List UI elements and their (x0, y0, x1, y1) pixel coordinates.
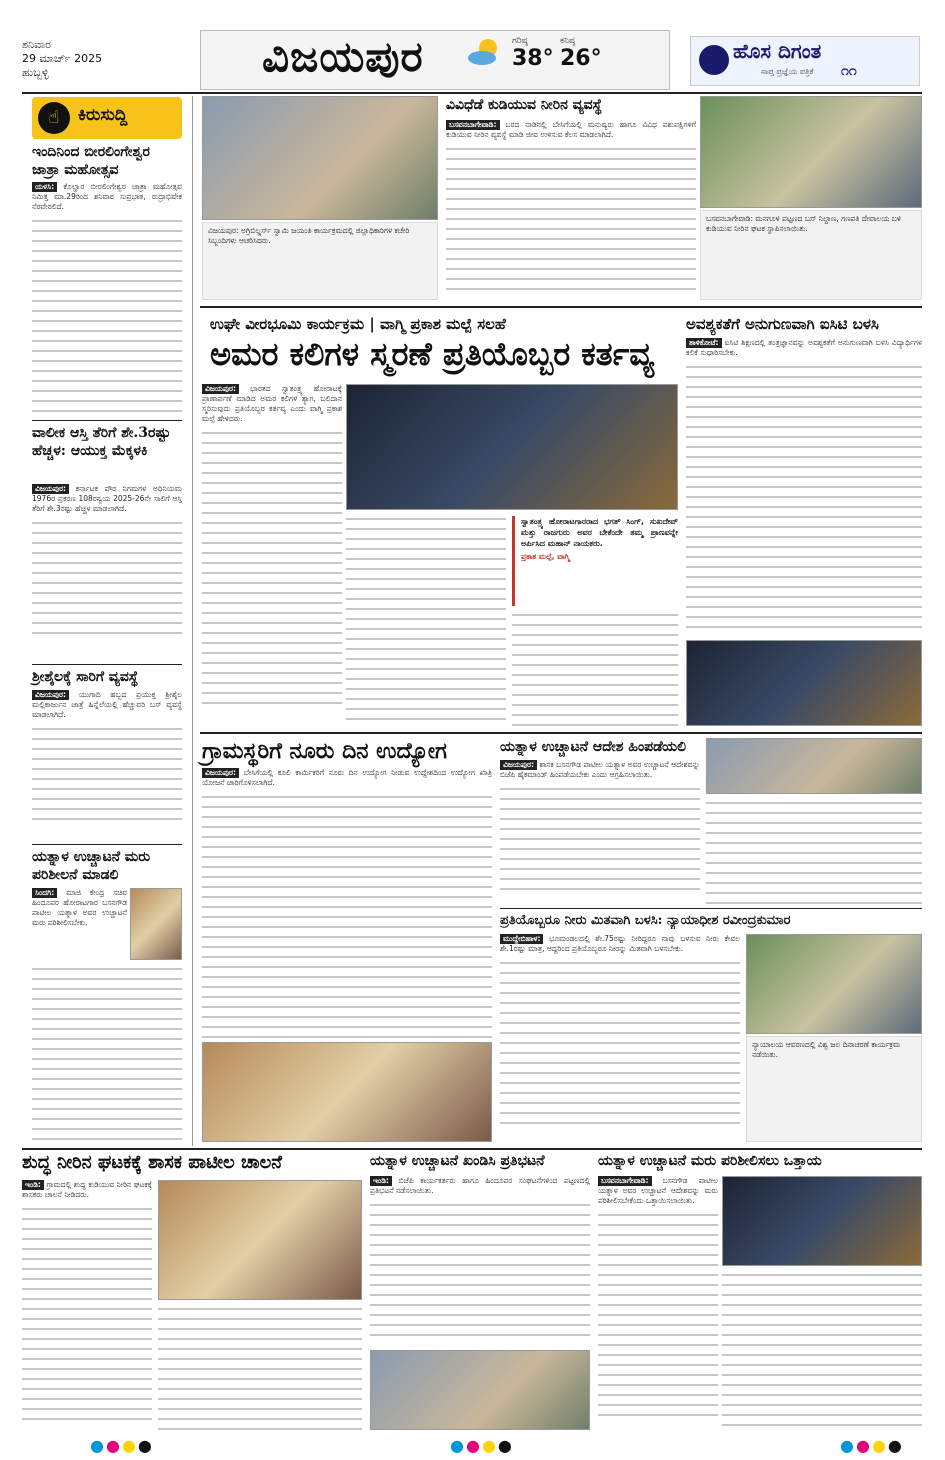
lead-quote-text: ಸ್ವಾತಂತ್ರ್ಯ ಹೋರಾಟಗಾರರಾದ ಭಗತ್ ಸಿಂಗ್, ಸುಖದೇವ್ ಮತ್ತು ರಾಜಗುರು ಅವರ ಬೇಕೆಂದೇ ತಮ್ಮ ಪ್ರಾಣವನ್ನೇ ಅರ್ಪಿಸಿದ ಮಹಾನ್ ನಾಯಕರು. (521, 517, 678, 548)
bottom1-text: ಗ್ರಾಮದಲ್ಲಿ ಶುದ್ಧ ಕುಡಿಯುವ ನೀರಿನ ಘಟಕಕ್ಕೆ ಶಾಸಕರು ಚಾಲನೆ ನೀಡಿದರು. (22, 1180, 152, 1199)
temp-max (512, 36, 554, 71)
brand-tagline: ಸಾಪ್ತ ಪ್ರಜ್ಞೆಯ ಪತ್ರಿಕೆ (761, 67, 814, 76)
temp-max-label: ಗರಿಷ್ಠ (512, 36, 528, 46)
kirusuddi-banner (32, 97, 182, 139)
yatnal1-headline: ಯತ್ನಾಳ ಉಚ್ಚಾಟನೆ ಆದೇಶ ಹಿಂಪಡೆಯಲಿ (500, 739, 687, 755)
lead-dateline: ವಿಜಯಪುರ: (202, 384, 239, 394)
rural-text: ಬೇಸಿಗೆಯಲ್ಲಿ ಕೂಲಿ ಕಾರ್ಮಿಕರಿಗೆ ನೂರು ದಿನ ಉದ್ಯೋಗ ನೀಡುವ ಉದ್ದೇಶದಿಂದ ಉದ್ಯೋಗ ಖಾತ್ರಿ ಯೋಜನೆ ಜಾರಿಗೊಳಿಸಲಾಗಿದೆ. (202, 768, 492, 787)
brief-2-body (32, 484, 182, 659)
bottom2-text: ಬಿಜೆಪಿ ಕಾರ್ಯಕರ್ತರು ಹಾಗೂ ಹಿಂದೂಪರ ಸಂಘಟನೆಗಳಿಂದ ಪಟ್ಟಣದಲ್ಲಿ ಪ್ರತಿಭಟನೆ ನಡೆಸಲಾಯಿತು. (370, 1176, 590, 1195)
header-city: ಹುಬ್ಬಳ್ಳಿ (22, 66, 49, 79)
brand-logo (699, 45, 729, 75)
header-rule (22, 92, 922, 94)
bottom1-photo (158, 1180, 362, 1300)
brief-3-text: ಯುಗಾದಿ ಹಬ್ಬದ ಪ್ರಯುಕ್ತ ಶ್ರೀಶೈಲ ಮಲ್ಲಿಕಾರ್ಜುನ ಜಾತ್ರೆ ಹಿನ್ನೆಲೆಯಲ್ಲಿ ಹೆಚ್ಚುವರಿ ಬಸ್ ವ್ಯವಸ್ಥೆ ಮಾಡಲಾಗಿದೆ. (32, 690, 182, 719)
section-rule (22, 1148, 922, 1150)
bottom2-continued (370, 1200, 590, 1340)
ict-photo (686, 640, 922, 726)
brief-1-continued (32, 216, 182, 414)
temp-min-value: 26° (560, 46, 602, 71)
ict-headline: ಅವಶ್ಯಕತೆಗೆ ಅನುಗುಣವಾಗಿ ಐಸಿಟಿ ಬಳಸಿ (686, 315, 879, 333)
yatnal1-col2 (706, 798, 922, 905)
brief-4-dateline: ಸಿಂದಗಿ: (32, 888, 57, 898)
header-dateline (22, 38, 182, 80)
brief-3-dateline: ವಿಜಯಪುರ: (32, 690, 69, 700)
water-headline: ವಿವಿಧೆಡೆ ಕುಡಿಯುವ ನೀರಿನ ವ್ಯವಸ್ಥೆ (446, 97, 603, 113)
header-date: 29 ಮಾರ್ಚ್ 2025 (22, 52, 103, 65)
sun-cloud-icon (466, 36, 506, 68)
rural-continued (202, 792, 492, 1038)
water-caption: ಬಸವನಬಾಗೇವಾಡಿ: ಮನಗೂಳಿ ಪಟ್ಟಣದ ಬಸ್ ನಿಲ್ದಾಣ, ಗಣಪತಿ ದೇವಾಲಯ ಬಳಿ ಕುಡಿಯುವ ನೀರಿನ ಘಟಕ ಸ್ಥಾಪಿಸಲಾಯಿತು. (700, 210, 922, 300)
bottom3-text: ಬಸನಗೌಡ ಪಾಟೀಲ ಯತ್ನಾಳ ಅವರ ಉಚ್ಚಾಟನೆ ಆದೇಶವನ್ನು ಮರು ಪರಿಶೀಲಿಸಬೇಕೆಂದು ಒತ್ತಾಯಿಸಲಾಯಿತು. (598, 1176, 718, 1205)
yatnal1-continued (500, 784, 700, 894)
bottom1-headline: ಶುದ್ಧ ನೀರಿನ ಘಟಕಕ್ಕೆ ಶಾಸಕ ಪಾಟೀಲ ಚಾಲನೆ (22, 1152, 283, 1173)
brief-4-body (32, 888, 127, 958)
hand-icon: ☝ (38, 102, 70, 134)
bottom3-col2 (722, 1270, 922, 1430)
brand-name: ಹೊಸ ದಿಗಂತ (733, 39, 822, 63)
brief-2-continued (32, 518, 182, 638)
lead-headline: ಅಮರ ಕಲಿಗಳ ಸ್ಮರಣೆ ಪ್ರತಿಯೊಬ್ಬರ ಕರ್ತವ್ಯ (210, 335, 655, 373)
brief-4-continued (32, 964, 182, 1144)
bottom1-col2 (158, 1304, 362, 1430)
yatnal1-text: ಶಾಸಕ ಬಸನಗೌಡ ಪಾಟೀಲ ಯತ್ನಾಳ ಅವರ ಉಚ್ಚಾಟನೆ ಆದೇಶವನ್ನು ಬಿಜೆಪಿ ಹೈಕಮಾಂಡ್ ಹಿಂಪಡೆಯಬೇಕು ಎಂದು ಆಗ್ರಹಿಸಲಾಯಿತು. (500, 760, 700, 779)
brief-4-text: ಮಾಜಿ ಕೇಂದ್ರ ಸಚಿವ ಹಿಂದೂಪರ ಹೋರಾಟಗಾರ ಬಸನಗೌಡ ಪಾಟೀಲ ಯತ್ನಾಳ ಅವರ ಉಚ್ಚಾಟನೆ ಮರು ಪರಿಶೀಲಿಸಬೇಕು. (32, 888, 127, 927)
water-continued (446, 144, 696, 294)
yatnal1-dateline: ವಿಜಯಪುರ: (500, 760, 537, 770)
water-body (446, 120, 696, 300)
brief-1-text: ಕೊಲ್ಹಾರ ಬೀರಲಿಂಗೇಶ್ವರ ಜಾತ್ರಾ ಮಹೋತ್ಸವ ನಿಮಿತ್ತ ಮಾ.29ರಿಂದ ಶನಿವಾರ ಸುಪ್ರಭಾತ, ರುದ್ರಾಭಿಷೇಕ ನೆರವೇರಲಿದೆ. (32, 182, 182, 211)
section-rule (200, 306, 922, 308)
lead-text: ಭಾರತದ ಸ್ವಾತಂತ್ರ್ಯ ಹೋರಾಟಕ್ಕೆ ಪ್ರಾಣಾರ್ಪಣೆ ಮಾಡಿದ ಅಮರ ಕಲಿಗಳ ತ್ಯಾಗ, ಬಲಿದಾನ ಸ್ಮರಿಸುವುದು ಪ್ರತಿಯೊಬ್ಬರ ಕರ್ತವ್ಯ ಎಂದು ವಾಗ್ಮಿ ಪ್ರಕಾಶ ಮಲ್ಪೆ ಹೇಳಿದರು. (202, 384, 342, 423)
event-caption: ವಿಜಯಪುರ: ಅಗ್ರಿಬಿಲ್ಡರ್ಸ್ ಸ್ವಾಮಿ ಜಯಂತಿ ಕಾರ್ಯಕ್ರಮದಲ್ಲಿ ಜಿಲ್ಲಾಧಿಕಾರಿಗಳ ಕಚೇರಿ ಸಿಬ್ಬಂದಿಗಳು ಆಚರಿಸಿದರು. (202, 222, 438, 300)
judge-caption: ನ್ಯಾಯಾಲಯ ಆವರಣದಲ್ಲಿ ವಿಶ್ವ ಜಲ ದಿನಾಚರಣೆ ಕಾರ್ಯಕ್ರಮ ನಡೆಯಿತು. (746, 1036, 922, 1142)
brand-anniversary: ೧೧ (841, 63, 857, 79)
temp-min (560, 36, 602, 71)
brief-3-title: ಶ್ರೀಶೈಲಕ್ಕೆ ಸಾರಿಗೆ ವ್ಯವಸ್ಥೆ (32, 669, 139, 685)
bottom1-continued (22, 1204, 152, 1424)
lead-quote-author: ಪ್ರಕಾಶ ಮಲ್ಪೆ, ವಾಗ್ಮಿ (521, 552, 570, 561)
brief-1-body (32, 182, 182, 414)
judge-dateline: ಮುದ್ದೇಬಿಹಾಳ: (500, 934, 543, 944)
brief-3-continued (32, 724, 182, 824)
judge-text: ಭೂಮಂಡಲದಲ್ಲಿ ಶೇ.75ರಷ್ಟು ನೀರಿದ್ದರೂ ನಾವು ಬಳಸುವ ನೀರು ಕೇವಲ ಶೇ.1ರಷ್ಟು ಮಾತ್ರ, ಆದ್ದರಿಂದ ಪ್ರತಿಯೊಬ್ಬರೂ ನೀರನ್ನು ಮಿತವಾಗಿ ಬಳಸಬೇಕು. (500, 934, 740, 953)
brief-4-title: ಯತ್ನಾಳ ಉಚ್ಚಾಟನೆ ಮರು ಪರಿಶೀಲನೆ ಮಾಡಲಿ (32, 849, 151, 883)
bottom3-body (598, 1176, 718, 1430)
brand-block (690, 36, 920, 86)
ict-text: ಐಸಿಟಿ ಶಿಕ್ಷಣದಲ್ಲಿ ತಂತ್ರಜ್ಞಾನವನ್ನು ಅವಶ್ಯಕತೆಗೆ ಅನುಗುಣವಾಗಿ ಬಳಸಿ ವಿದ್ಯಾರ್ಥಿಗಳ ಕಲಿಕೆ ಸುಧಾರಿಸಬೇಕು. (686, 338, 922, 357)
portrait-photo (130, 888, 182, 960)
temp-max-value: 38° (512, 46, 554, 71)
lead-continued (202, 428, 342, 708)
brief-1-title: ಇಂದಿನಿಂದ ಬೀರಲಿಂಗೇಶ್ವರ ಜಾತ್ರಾ ಮಹೋತ್ಸವ (32, 144, 150, 178)
header-day: ಶನಿವಾರ (22, 38, 51, 51)
bottom3-headline: ಯತ್ನಾಳ ಉಚ್ಚಾಟನೆ ಮರು ಪರಿಶೀಲಿಸಲು ಒತ್ತಾಯ (598, 1153, 822, 1169)
bottom3-photo (722, 1176, 922, 1266)
brief-divider (32, 844, 182, 845)
bottom1-body (22, 1180, 152, 1430)
water-dateline: ಬಸವನಬಾಗೇವಾಡಿ: (446, 120, 500, 130)
registration-marks: ●●●● (90, 1436, 154, 1455)
yatnal1-photo (706, 738, 922, 794)
water-text: ಬರದ ನಾಡಿನಲ್ಲಿ ಬೇಸಿಗೆಯಲ್ಲಿ ಮನುಷ್ಯರು ಹಾಗೂ ವಿವಿಧ ಪಶುಪಕ್ಷಿಗಳಿಗೆ ಕುಡಿಯುವ ನೀರಿನ ವ್ಯವಸ್ಥೆ ಮಾಡಿ ಜೀವ ಉಳಿಸುವ ಕೆಲಸ ಮಾಡಲಾಗಿದೆ. (446, 120, 696, 139)
ict-continued (686, 362, 922, 632)
event-photo (202, 96, 438, 220)
bottom2-photo (370, 1350, 590, 1430)
bottom2-dateline: ಇಂಡಿ: (370, 1176, 392, 1186)
brief-2-text: ಕರ್ನಾಟಕ ಪೌರ ನಿಗಮಗಳ ಅಧಿನಿಯಮ 1976ರ ಪ್ರಕರಣ 108ರನ್ವಯ 2025-26ನೇ ಸಾಲಿಗೆ ಆಸ್ತಿ ತೆರಿಗೆ ಶೇ.3ರಷ್ಟು ಹೆಚ್ಚಳ ಮಾಡಲಾಗಿದೆ. (32, 484, 182, 513)
bottom1-dateline: ಇಂಡಿ: (22, 1180, 44, 1190)
water-photo (700, 96, 922, 208)
judge-photo (746, 934, 922, 1034)
bottom2-body (370, 1176, 590, 1346)
lead-quote (512, 516, 678, 606)
ict-body (686, 338, 922, 638)
bottom3-dateline: ಬಸವನಬಾಗೇವಾಡಿ: (598, 1176, 652, 1186)
lead-col2 (346, 514, 506, 726)
brief-divider (32, 420, 182, 421)
kirusuddi-label: ಕಿರುಸುದ್ದಿ (78, 105, 128, 125)
brief-3-body (32, 690, 182, 840)
judge-continued (500, 958, 740, 1128)
rural-headline: ಗ್ರಾಮಸ್ಥರಿಗೆ ನೂರು ದಿನ ಉದ್ಯೋಗ (202, 738, 447, 764)
yatnal1-body (500, 760, 700, 905)
judge-headline: ಪ್ರತಿಯೊಬ್ಬರೂ ನೀರು ಮಿತವಾಗಿ ಬಳಸಿ: ನ್ಯಾಯಾಧೀಶ ರವೀಂದ್ರಕುಮಾರ (500, 913, 791, 928)
brief-1-dateline: ಯಳಸಿ: (32, 182, 57, 192)
lead-kicker: ಉಘೇ ವೀರಭೂಮಿ ಕಾರ್ಯಕ್ರಮ | ವಾಗ್ಮಿ ಪ್ರಕಾಶ ಮಲ್ಪೆ ಸಲಹೆ (210, 315, 506, 333)
lead-col3 (512, 610, 678, 726)
rural-photo (202, 1042, 492, 1142)
section-rule (500, 908, 922, 909)
section-rule (200, 732, 922, 734)
rural-body (202, 768, 492, 1038)
brief-2-title: ವಾಲೀಕ ಆಸ್ತಿ ತೆರಿಗೆ ಶೇ.3ರಷ್ಟು ಹೆಚ್ಚಳ: ಆಯುಕ್ತ ಮೆಕ್ಕಳಕಿ (32, 425, 171, 459)
temp-min-label: ಕನಿಷ್ಠ (560, 36, 576, 46)
brief-2-dateline: ವಿಜಯಪುರ: (32, 484, 69, 494)
edition-title: ವಿಜಯಪುರ (262, 32, 424, 81)
judge-body (500, 934, 740, 1142)
bottom3-continued (598, 1210, 718, 1420)
rural-dateline: ವಿಜಯಪುರ: (202, 768, 239, 778)
column-rule (192, 96, 193, 1146)
lead-body (202, 384, 342, 724)
registration-marks: ●●●● (450, 1436, 514, 1455)
lead-photo (346, 384, 678, 510)
brief-divider (32, 664, 182, 665)
registration-marks: ●●●● (840, 1436, 904, 1455)
bottom2-headline: ಯತ್ನಾಳ ಉಚ್ಚಾಟನೆ ಖಂಡಿಸಿ ಪ್ರತಿಭಟನೆ (370, 1153, 545, 1169)
ict-dateline: ತಾಳಿಕೋಟೆ: (686, 338, 722, 348)
